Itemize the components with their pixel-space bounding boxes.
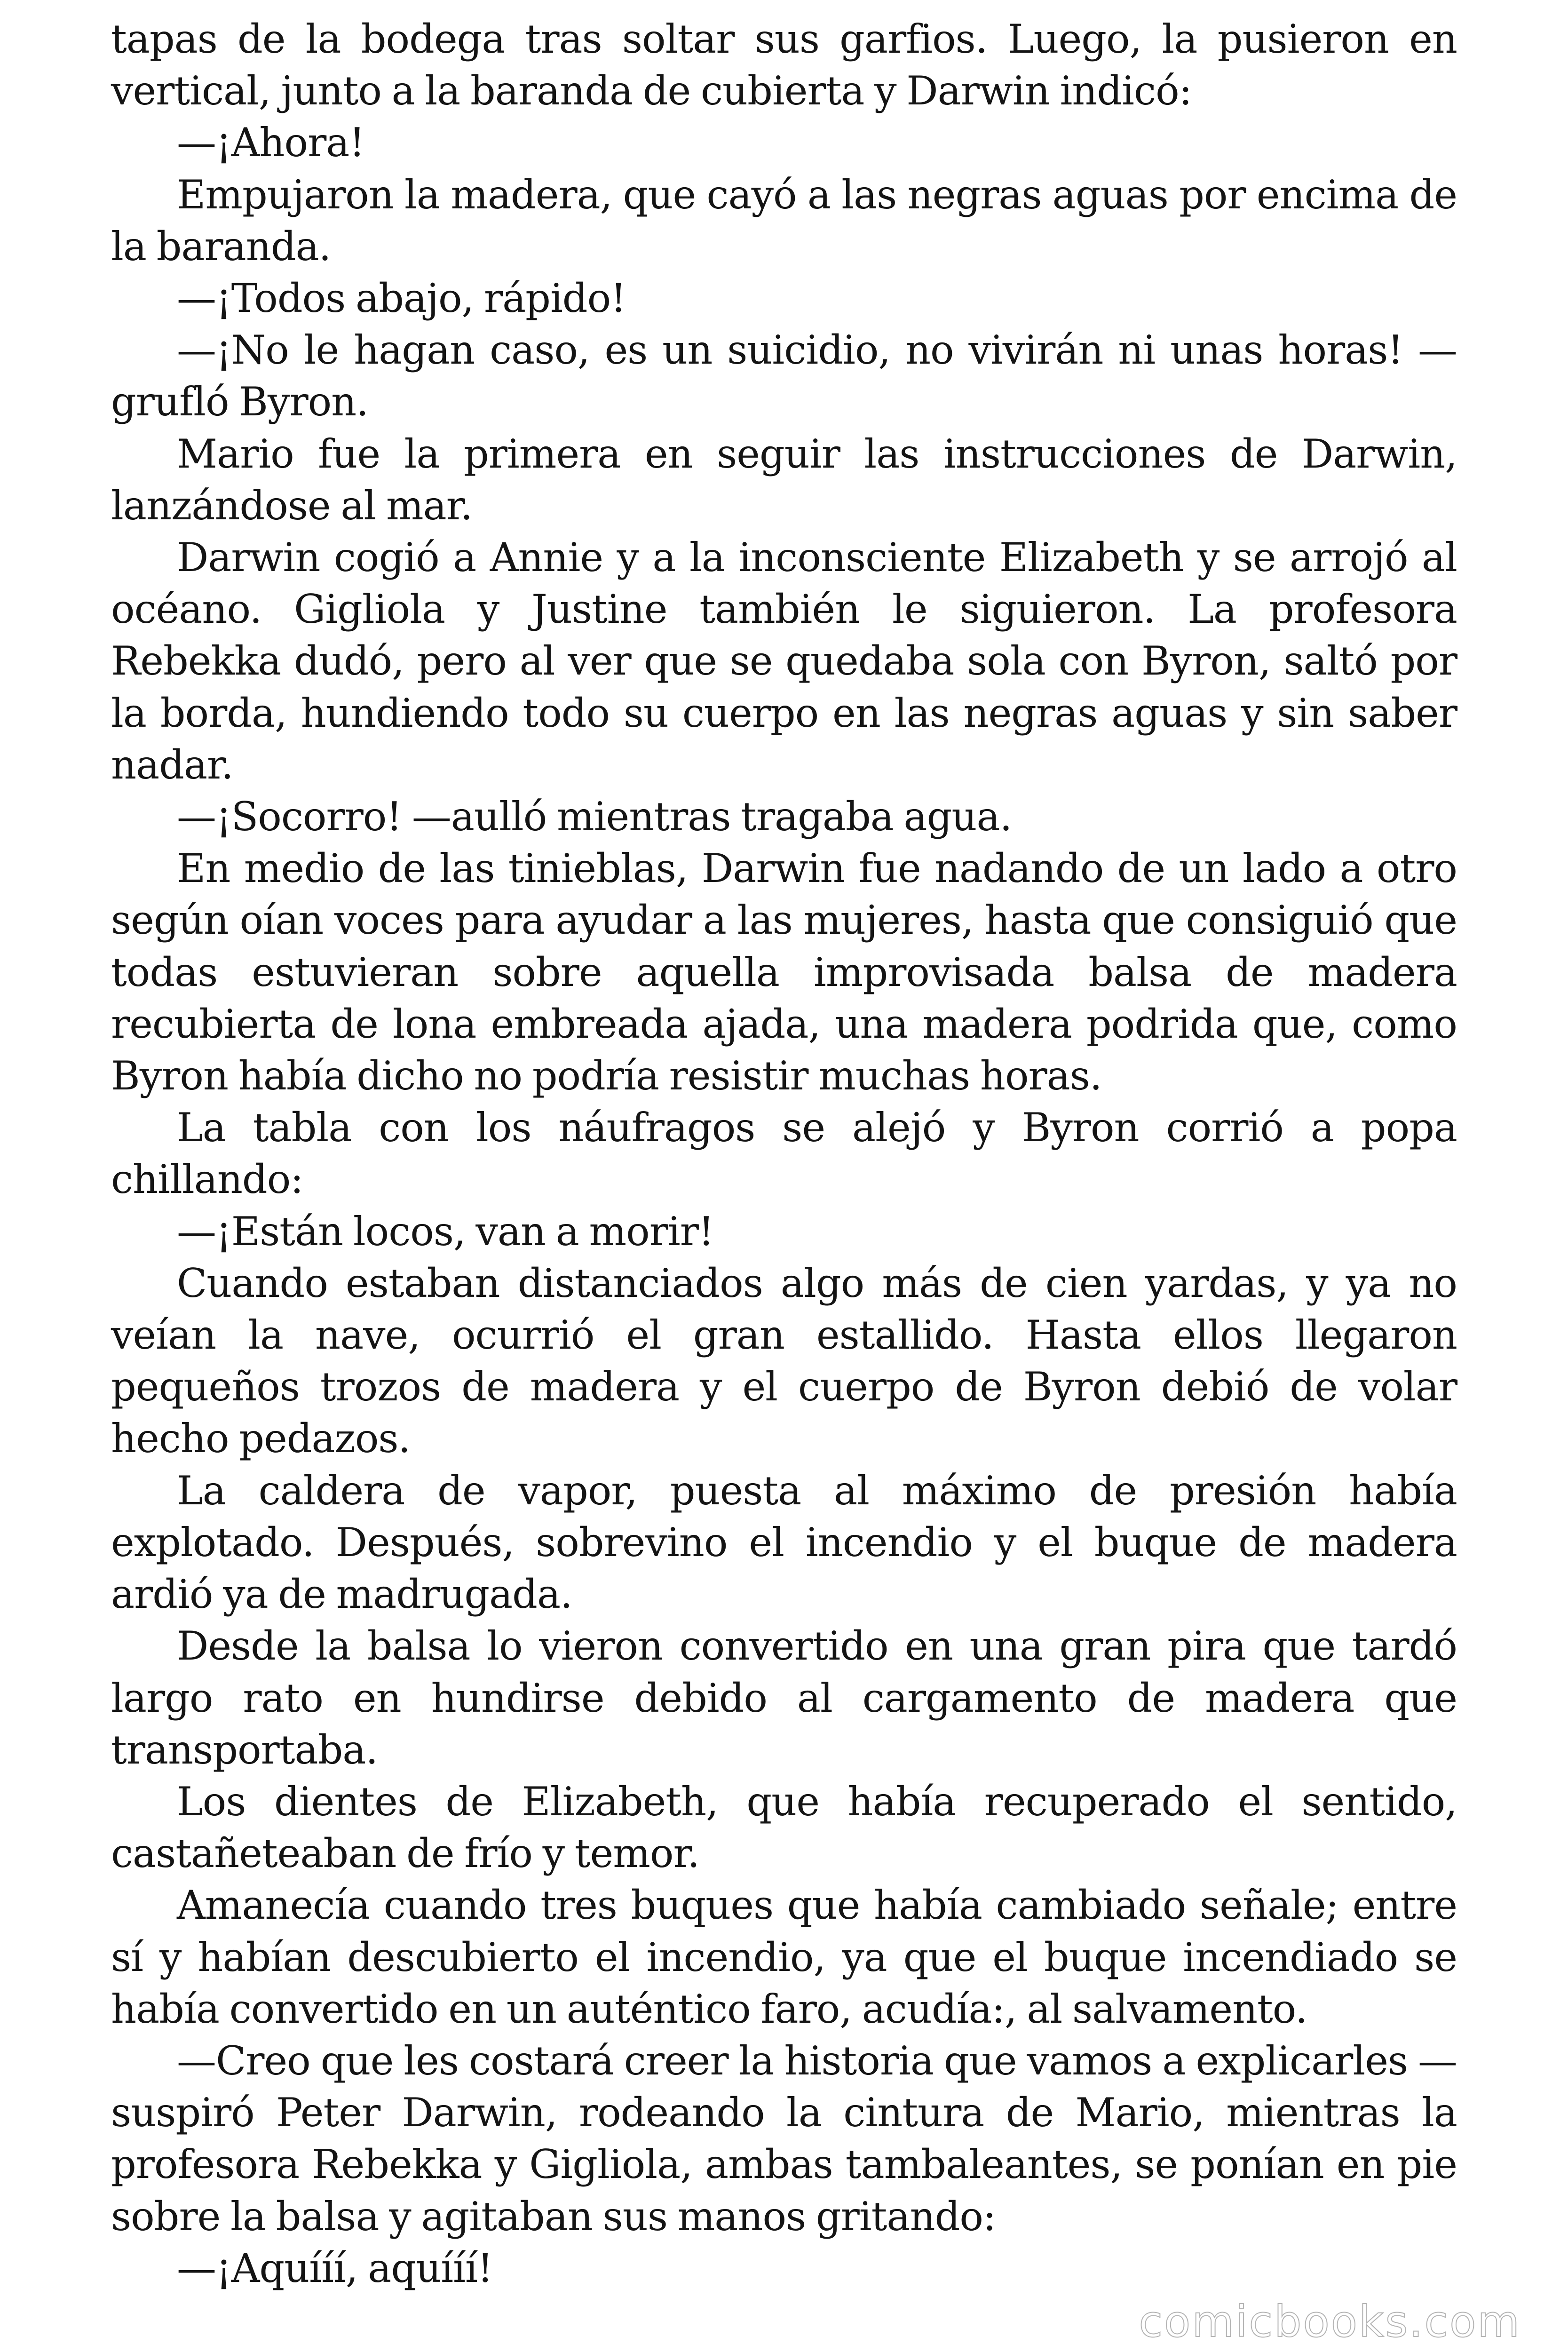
paragraph: tapas de la bodega tras soltar sus garfios. Luego, la pusieron en vertical, junto a la baranda de cubierta y Darwin indicó: [111, 16, 1457, 114]
paragraph: Cuando estaban distanciados algo más de cien yardas, y ya no veían la nave, ocurrió el gran estallido. Hasta ellos llegaron pequeños trozos de madera y el cuerpo de Byron debió de volar hecho pedazos. [111, 1260, 1457, 1462]
paragraph: Empujaron la madera, que cayó a las negras aguas por encima de la baranda. [111, 171, 1457, 270]
paragraph: —¡No le hagan caso, es un suicidio, no vivirán ni unas horas! —grufló Byron. [111, 327, 1457, 425]
paragraph: La tabla con los náufragos se alejó y Byron corrió a popa chillando: [111, 1104, 1457, 1203]
watermark: comicbooks.com [1139, 2296, 1521, 2347]
paragraph: —¡Ahora! [177, 119, 365, 166]
paragraph: En medio de las tinieblas, Darwin fue nadando de un lado a otro según oían voces para ayudar a las mujeres, hasta que consiguió que todas estuvieran sobre aquella improvisada balsa de madera recubierta de lona embreada ajada, una madera podrida que, como Byron había dicho no podría resistir muchas horas. [111, 845, 1457, 1099]
paragraph: —¡Socorro! —aulló mientras tragaba agua. [177, 794, 1012, 840]
paragraph: —¡Aquííí, aquííí! [177, 2245, 493, 2291]
paragraph: —Creo que les costará creer la historia que vamos a explicarles —suspiró Peter Darwin, rodeando la cintura de Mario, mientras la profesora Rebekka y Gigliola, ambas tambaleantes, se ponían en pie sobre la balsa y agitaban sus manos gritando: [111, 2037, 1457, 2240]
paragraph: Mario fue la primera en seguir las instrucciones de Darwin, lanzándose al mar. [111, 430, 1457, 529]
paragraph: Darwin cogió a Annie y a la inconsciente Elizabeth y se arrojó al océano. Gigliola y Justine también le siguieron. La profesora Rebekka dudó, pero al ver que se quedaba sola con Byron, saltó por la borda, hundiendo todo su cuerpo en las negras aguas y sin saber nadar. [111, 534, 1457, 788]
paragraph: La caldera de vapor, puesta al máximo de presión había explotado. Después, sobrevino el incendio y el buque de madera ardió ya de madrugada. [111, 1467, 1457, 1618]
paragraph: Los dientes de Elizabeth, que había recuperado el sentido, castañeteaban de frío y temor. [111, 1778, 1457, 1877]
paragraph: —¡Están locos, van a morir! [177, 1208, 714, 1255]
paragraph: —¡Todos abajo, rápido! [177, 275, 626, 322]
paragraph: Desde la balsa lo vieron convertido en una gran pira que tardó largo rato en hundirse debido al cargamento de madera que transportaba. [111, 1623, 1457, 1773]
book-page [111, 13, 1457, 2294]
paragraph: Amanecía cuando tres buques que había cambiado señale; entre sí y habían descubierto el incendio, ya que el buque incendiado se había convertido en un auténtico faro, acudía:, al salvamento. [111, 1882, 1457, 2032]
